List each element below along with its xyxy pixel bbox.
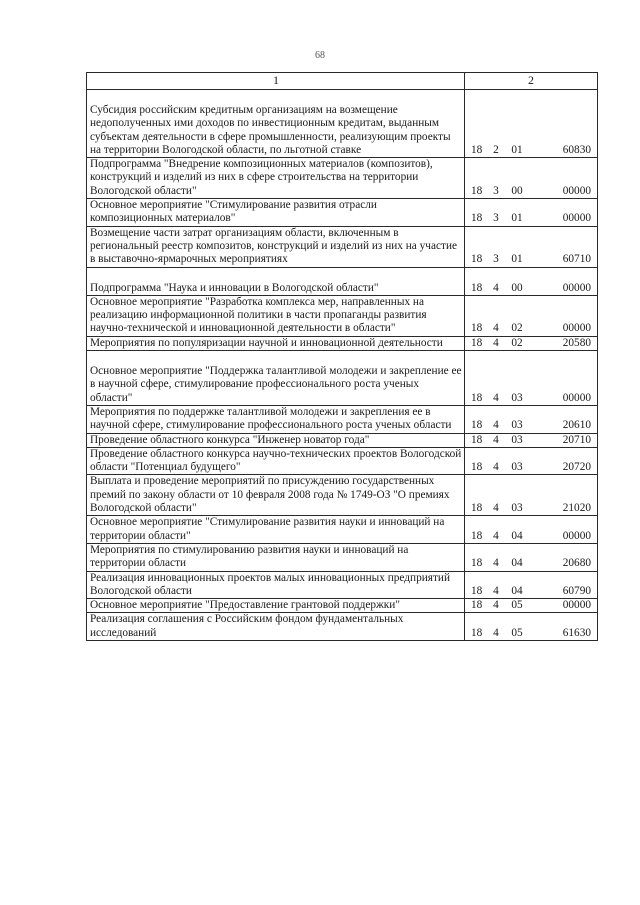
table-header-row: [87, 73, 598, 90]
row-name-cell: [87, 267, 465, 295]
row-name: Возмещение части затрат организациям области, включенным в региональный реестр композитов, конструкций и изделий из них на участие в выставочно-ярмарочных мероприятиях: [90, 226, 457, 266]
row-name-cell: [87, 158, 465, 199]
code-part-1: 18: [471, 336, 483, 349]
row-code-cell: [465, 433, 598, 447]
row-code: [468, 253, 594, 266]
row-code-cell: [465, 226, 598, 267]
row-code-cell: [465, 447, 598, 475]
row-code-cell: [465, 90, 598, 158]
row-code: [468, 212, 594, 225]
row-name: Мероприятия по популяризации научной и инновационной деятельности: [90, 336, 443, 349]
code-part-4: 20710: [562, 433, 591, 446]
row-name: Основное мероприятие "Стимулирование развития науки и инноваций на территории области": [90, 516, 445, 542]
row-code-cell: [465, 599, 598, 613]
row-name-cell: [87, 90, 465, 158]
code-part-3: 01: [511, 253, 523, 266]
table-row: [87, 599, 598, 613]
code-part-2: 4: [493, 391, 499, 404]
code-part-4: 21020: [562, 502, 591, 515]
row-code-cell: [465, 267, 598, 295]
row-code-cell: [465, 295, 598, 336]
row-code: [468, 282, 594, 295]
code-part-4: 20610: [562, 419, 591, 432]
code-part-1: 18: [471, 529, 483, 542]
row-code: [468, 392, 594, 405]
row-code: [468, 322, 594, 335]
row-name-cell: [87, 447, 465, 475]
row-name: Мероприятия по стимулированию развития науки и инноваций на территории области: [90, 543, 409, 570]
row-code-cell: [465, 613, 598, 641]
table-row: [87, 351, 598, 406]
row-name: Основное мероприятие "Поддержка талантливой молодежи и закрепление ее в научной сфере, стимулирование профессионального роста ученых области": [90, 365, 462, 404]
table-row: [87, 267, 598, 295]
table-row: [87, 199, 598, 227]
column-header-1: 1: [87, 73, 465, 90]
code-part-3: 03: [511, 502, 523, 515]
code-part-1: 18: [471, 281, 483, 294]
table-row: [87, 336, 598, 350]
table-row: [87, 543, 598, 571]
table-row: [87, 433, 598, 447]
row-name-cell: [87, 571, 465, 599]
row-code: [468, 144, 594, 157]
row-code-cell: [465, 571, 598, 599]
code-part-1: 18: [471, 253, 483, 266]
column-header-2: 2: [465, 73, 598, 90]
code-part-1: 18: [471, 502, 483, 515]
row-code-cell: [465, 199, 598, 227]
row-name-cell: [87, 336, 465, 350]
code-part-4: 00000: [562, 599, 591, 612]
code-part-2: 4: [493, 626, 499, 639]
code-part-3: 05: [511, 626, 523, 639]
code-part-2: 4: [493, 281, 499, 294]
code-part-3: 02: [511, 322, 523, 335]
row-name: Реализация инновационных проектов малых инновационных предприятий Вологодской области: [90, 571, 451, 597]
code-part-4: 60790: [562, 584, 591, 597]
code-part-3: 01: [511, 143, 523, 156]
row-code: [468, 627, 594, 640]
row-name-cell: [87, 516, 465, 544]
code-part-3: 02: [511, 336, 523, 349]
row-name-cell: [87, 475, 465, 516]
code-part-4: 00000: [562, 529, 591, 542]
row-code: [468, 419, 594, 432]
budget-classification-table: [86, 72, 598, 641]
code-part-2: 4: [493, 599, 499, 612]
table-row: [87, 295, 598, 336]
table-row: [87, 571, 598, 599]
table-row: [87, 405, 598, 433]
code-part-1: 18: [471, 143, 483, 156]
row-name: Основное мероприятие "Предоставление грантовой поддержки": [90, 599, 400, 612]
code-part-1: 18: [471, 557, 483, 570]
code-part-1: 18: [471, 461, 483, 474]
table-row: [87, 226, 598, 267]
row-name-cell: [87, 226, 465, 267]
code-part-3: 03: [511, 391, 523, 404]
row-code-cell: [465, 475, 598, 516]
table-row: [87, 158, 598, 199]
code-part-3: 04: [511, 584, 523, 597]
table-row: [87, 90, 598, 158]
code-part-2: 2: [493, 143, 499, 156]
code-part-3: 03: [511, 461, 523, 474]
row-name-cell: [87, 433, 465, 447]
code-part-4: 00000: [562, 322, 591, 335]
row-code: [468, 461, 594, 474]
code-part-2: 3: [493, 184, 499, 197]
row-name: Субсидия российским кредитным организациям на возмещение недополученных ими доходов по инвестиционным кредитам, выданным субъектам деятельности в сфере промышленности, реализующим проекты на территории Вологодской области, по льготной ставке: [90, 104, 451, 156]
code-part-1: 18: [471, 599, 483, 612]
table-row: [87, 447, 598, 475]
row-code: [468, 434, 594, 447]
row-name: Проведение областного конкурса "Инженер новатор года": [90, 433, 370, 446]
row-name-cell: [87, 351, 465, 406]
row-code-cell: [465, 158, 598, 199]
code-part-4: 20580: [562, 336, 591, 349]
code-part-2: 4: [493, 529, 499, 542]
row-code: [468, 502, 594, 515]
row-code: [468, 585, 594, 598]
code-part-2: 4: [493, 433, 499, 446]
row-code-cell: [465, 405, 598, 433]
code-part-4: 00000: [562, 184, 591, 197]
row-name: Выплата и проведение мероприятий по присуждению государственных премий по закону области от 10 февраля 2008 года № 1749-ОЗ "О премиях Вологодской области": [90, 475, 450, 515]
row-name-cell: [87, 613, 465, 641]
code-part-2: 4: [493, 557, 499, 570]
code-part-1: 18: [471, 184, 483, 197]
code-part-4: 00000: [562, 212, 591, 225]
code-part-2: 4: [493, 419, 499, 432]
row-name: Проведение областного конкурса научно-технических проектов Вологодской области "Потенциал будущего": [90, 447, 462, 474]
row-name-cell: [87, 199, 465, 227]
code-part-4: 61630: [562, 626, 591, 639]
code-part-3: 00: [511, 184, 523, 197]
code-part-1: 18: [471, 584, 483, 597]
row-name: Мероприятия по поддержке талантливой молодежи и закрепления ее в научной сфере, стимулирование профессионального роста ученых области: [90, 405, 452, 432]
code-part-4: 00000: [562, 281, 591, 294]
row-name-cell: [87, 295, 465, 336]
code-part-3: 00: [511, 281, 523, 294]
row-name-cell: [87, 543, 465, 571]
code-part-3: 05: [511, 599, 523, 612]
row-name: Основное мероприятие "Разработка комплекса мер, направленных на реализацию информационной политики в части пропаганды развития научно-технической и инновационной деятельности в области": [90, 295, 427, 335]
row-code-cell: [465, 351, 598, 406]
code-part-4: 20720: [562, 461, 591, 474]
code-part-4: 60710: [562, 253, 591, 266]
code-part-1: 18: [471, 433, 483, 446]
row-name: Основное мероприятие "Стимулирование развития отрасли композиционных материалов": [90, 199, 377, 225]
code-part-4: 00000: [562, 391, 591, 404]
row-code: [468, 557, 594, 570]
code-part-3: 01: [511, 212, 523, 225]
code-part-2: 4: [493, 461, 499, 474]
row-name-cell: [87, 405, 465, 433]
code-part-2: 4: [493, 584, 499, 597]
code-part-3: 03: [511, 433, 523, 446]
code-part-3: 03: [511, 419, 523, 432]
row-code-cell: [465, 543, 598, 571]
row-code: [468, 530, 594, 543]
code-part-1: 18: [471, 322, 483, 335]
row-name: Реализация соглашения с Российским фондом фундаментальных исследований: [90, 613, 404, 639]
code-part-4: 60830: [562, 143, 591, 156]
row-code-cell: [465, 516, 598, 544]
code-part-1: 18: [471, 212, 483, 225]
row-name: Подпрограмма "Наука и инновации в Вологодской области": [90, 281, 379, 294]
code-part-2: 3: [493, 212, 499, 225]
table-row: [87, 475, 598, 516]
row-code: [468, 337, 594, 350]
code-part-2: 4: [493, 502, 499, 515]
table-row: [87, 516, 598, 544]
row-name: Подпрограмма "Внедрение композиционных материалов (композитов), конструкций и изделий из них в сфере строительства на территории Вологодской области": [90, 158, 433, 197]
code-part-2: 4: [493, 336, 499, 349]
code-part-4: 20680: [562, 557, 591, 570]
row-name-cell: [87, 599, 465, 613]
row-code: [468, 599, 594, 612]
code-part-1: 18: [471, 419, 483, 432]
code-part-1: 18: [471, 626, 483, 639]
row-code-cell: [465, 336, 598, 350]
code-part-2: 3: [493, 253, 499, 266]
code-part-3: 04: [511, 557, 523, 570]
page-number: 68: [315, 50, 325, 61]
code-part-2: 4: [493, 322, 499, 335]
table-row: [87, 613, 598, 641]
code-part-1: 18: [471, 391, 483, 404]
row-code: [468, 185, 594, 198]
code-part-3: 04: [511, 529, 523, 542]
